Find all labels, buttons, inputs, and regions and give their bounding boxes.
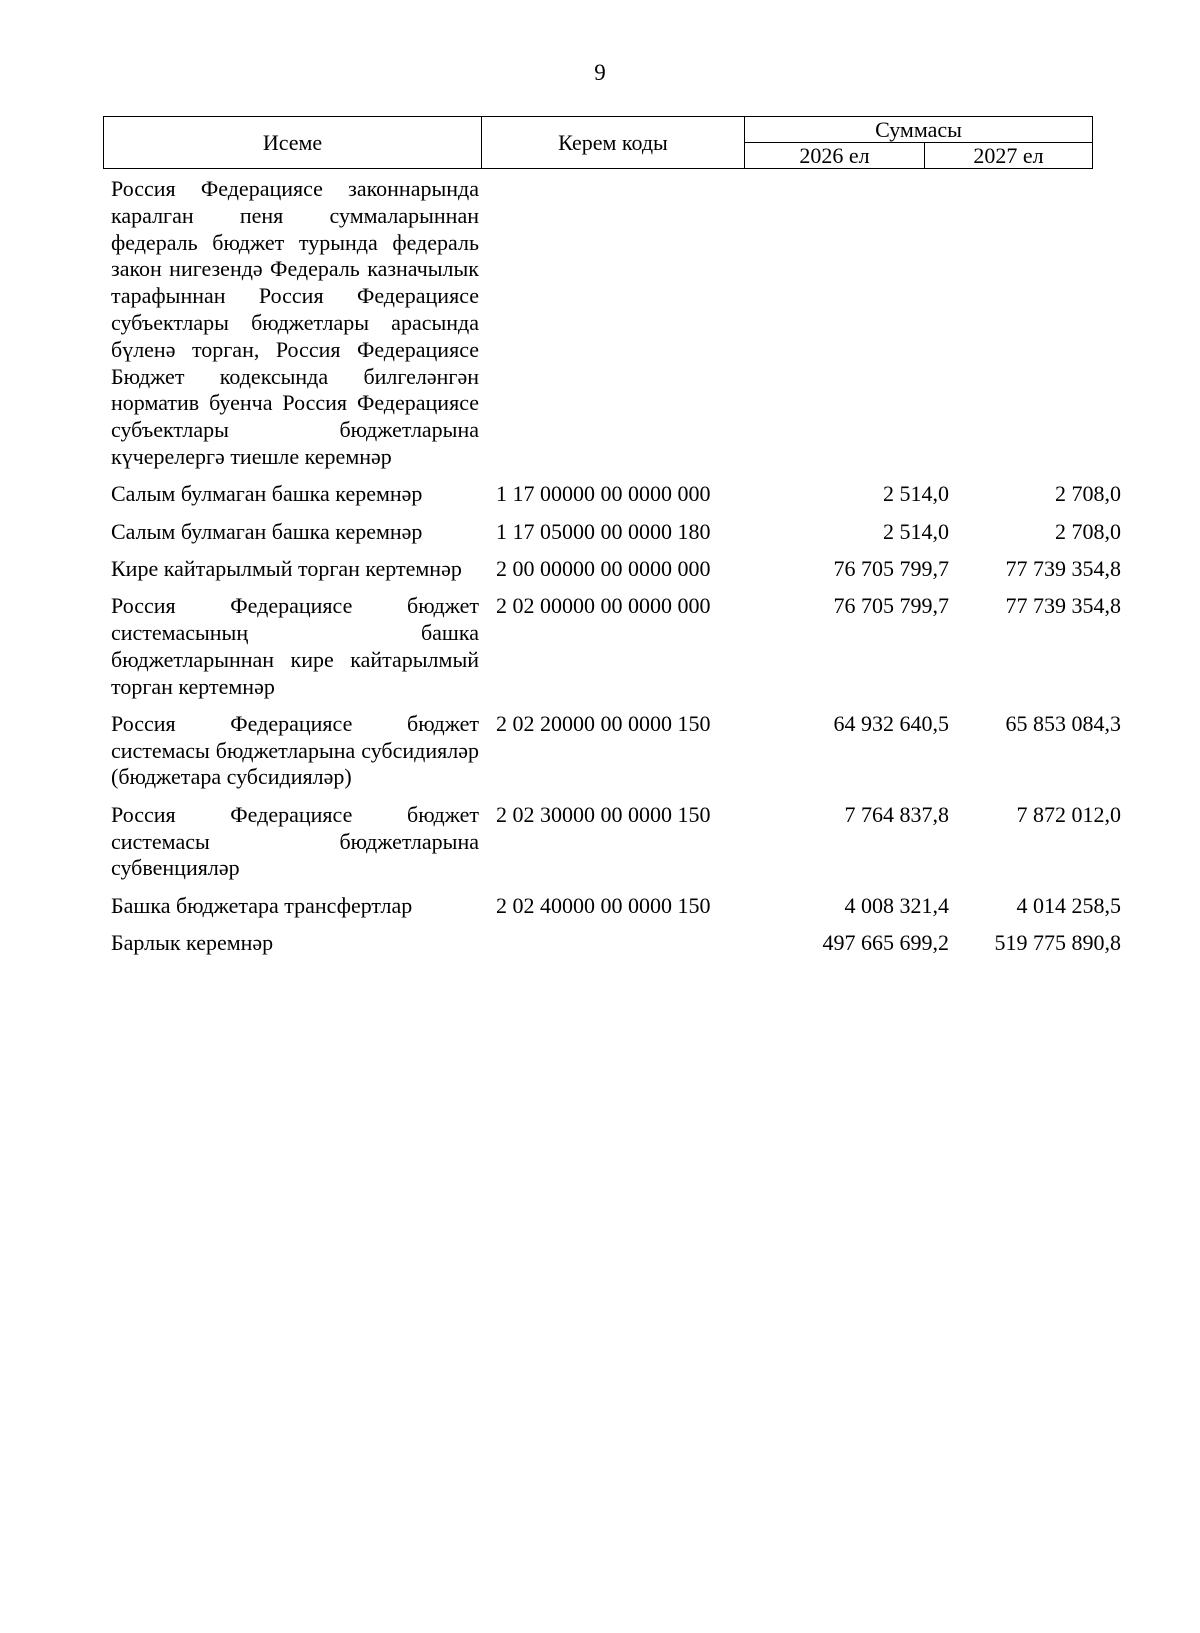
table-row (111, 176, 1121, 471)
table-row-total (111, 930, 1121, 957)
table-row (111, 893, 1121, 920)
row-value-2027: 4 014 258,5 (1016, 892, 1121, 918)
row-value-2027: 519 775 890,8 (994, 929, 1121, 955)
row-value-2027: 77 739 354,8 (1005, 555, 1121, 581)
row-value-2027: 7 872 012,0 (1016, 801, 1121, 827)
row-code: 2 02 40000 00 0000 150 (496, 892, 711, 918)
table-row (111, 519, 1121, 546)
header-code: Керем коды (482, 117, 745, 169)
row-code: 2 02 20000 00 0000 150 (496, 710, 711, 736)
header-name: Исеме (104, 117, 482, 169)
header-year-2026: 2026 ел (745, 143, 925, 169)
table-body (111, 176, 1121, 957)
page-number: 9 (594, 60, 606, 85)
row-value-2027: 2 708,0 (1055, 518, 1121, 544)
row-value-2026: 4 008 321,4 (844, 892, 949, 918)
row-code: 2 02 00000 00 0000 000 (496, 593, 711, 619)
row-code: 1 17 00000 00 0000 000 (496, 481, 711, 507)
row-value-2026: 76 705 799,7 (833, 593, 949, 619)
row-code: 1 17 05000 00 0000 180 (496, 518, 711, 544)
table-header (103, 116, 1093, 169)
row-name: Россия Федерациясе законнарында каралган пеня суммаларыннан федераль бюджет турында федераль закон нигезендә Федераль казначылык тарафыннан Россия Федерациясе субъектлары бюджетлары арасында бүленә торган, Россия Федерациясе Бюджет кодексында билгеләнгән норматив буенча Россия Федерациясе субъектлары бюджетларына күчерелергә тиешле керемнәр (111, 176, 479, 469)
row-value-2026: 7 764 837,8 (844, 801, 949, 827)
row-name: Салым булмаган башка керемнәр (111, 518, 423, 544)
row-code: 2 00 00000 00 0000 000 (496, 555, 711, 581)
row-value-2026: 2 514,0 (883, 481, 949, 507)
row-name: Кире кайтарылмый торган кертемнәр (111, 555, 462, 581)
row-name: Барлык керемнәр (111, 929, 274, 955)
row-code: 2 02 30000 00 0000 150 (496, 801, 711, 827)
table-row (111, 711, 1121, 791)
row-name: Россия Федерациясе бюджет системасы бюджетларына субсидияләр (бюджетара субсидияләр) (111, 710, 479, 790)
row-name: Башка бюджетара трансфертлар (111, 892, 413, 918)
row-value-2026: 2 514,0 (883, 518, 949, 544)
row-name: Россия Федерациясе бюджет системасының башка бюджетларыннан кире кайтарылмый торган кертемнәр (111, 593, 479, 699)
row-value-2027: 65 853 084,3 (1005, 710, 1121, 736)
table-row (111, 556, 1121, 583)
row-value-2027: 77 739 354,8 (1005, 593, 1121, 619)
header-sums: Суммасы (745, 117, 1093, 143)
table-row (111, 593, 1121, 700)
row-value-2026: 76 705 799,7 (833, 555, 949, 581)
row-name: Россия Федерациясе бюджет системасы бюджетларына субвенцияләр (111, 801, 479, 881)
row-value-2026: 497 665 699,2 (822, 929, 949, 955)
table-row (111, 481, 1121, 508)
row-value-2027: 2 708,0 (1055, 481, 1121, 507)
header-year-2027: 2027 ел (925, 143, 1093, 169)
row-value-2026: 64 932 640,5 (833, 710, 949, 736)
row-name: Салым булмаган башка керемнәр (111, 481, 423, 507)
table-row (111, 802, 1121, 882)
